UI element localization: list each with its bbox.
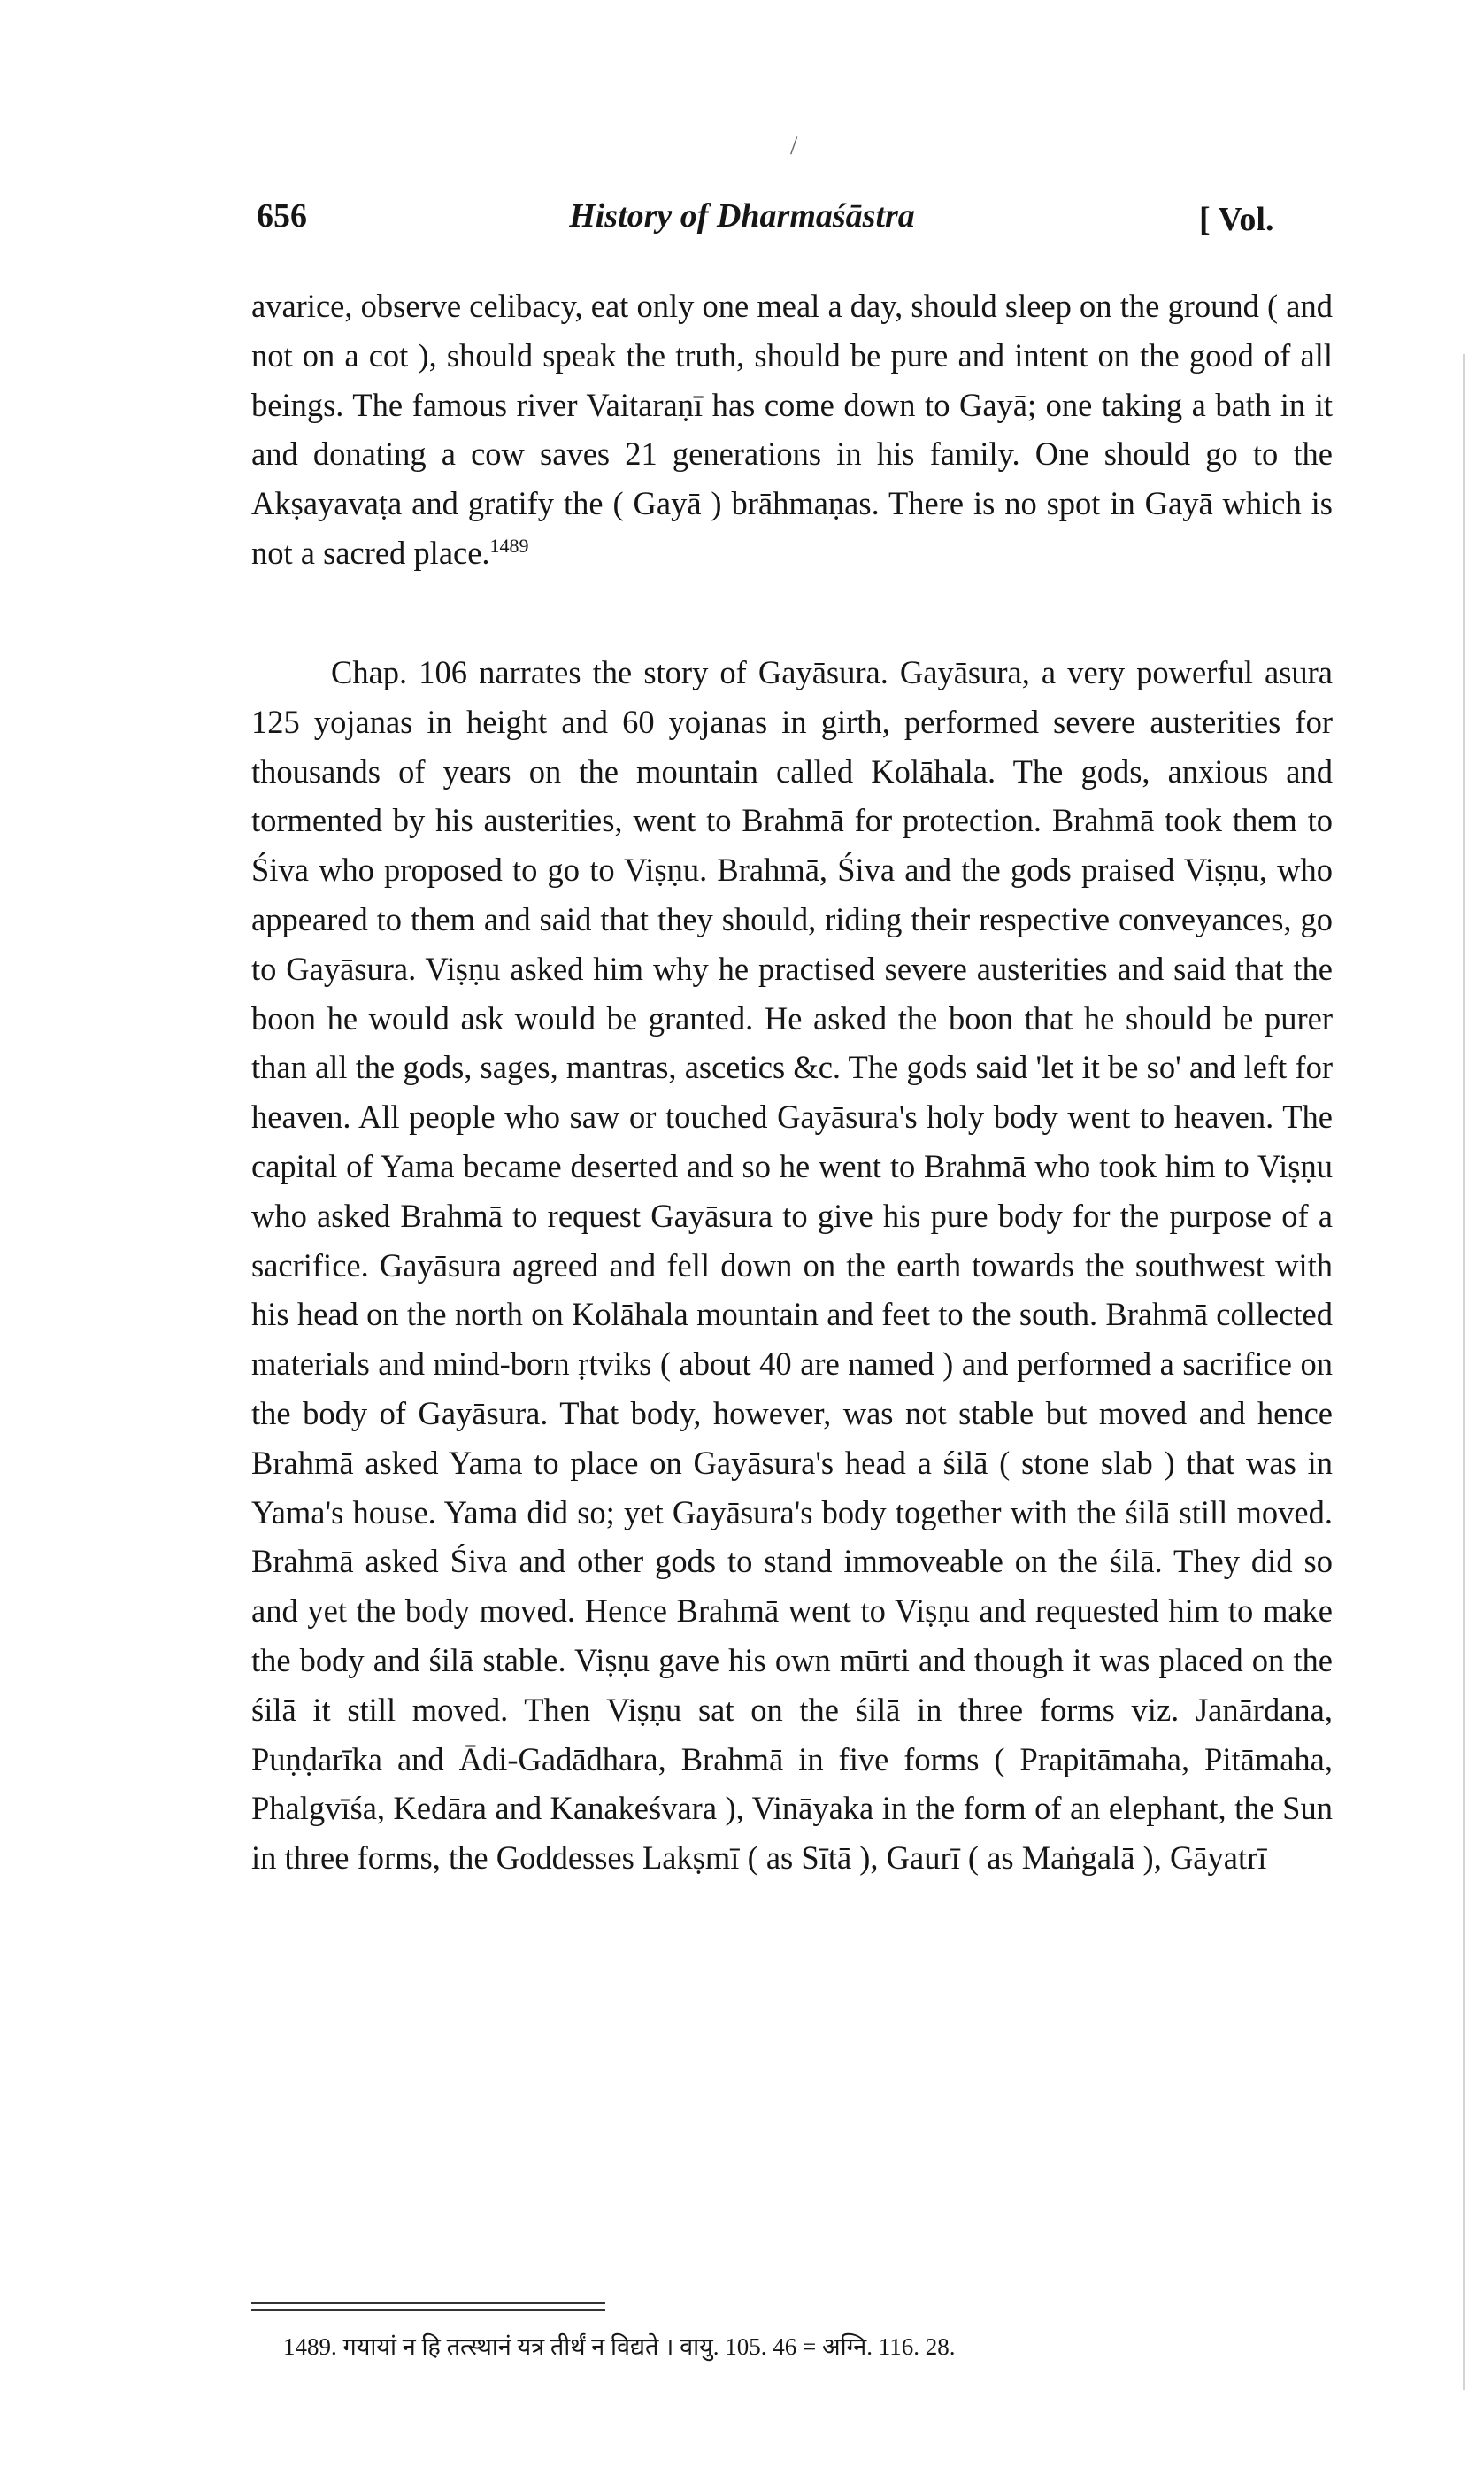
paragraph-text: avarice, observe celibacy, eat only one meal a day, should sleep on the ground ( and not on a cot ), should speak the truth, should be pure and intent on the good of all beings. The famous river Vaitaraṇī has come down to Gayā; one taking a bath in it and donating a cow saves 21 generations in his family. One should go to the Akṣayavaṭa and gratify the ( Gayā ) brāhmaṇas. There is no spot in Gayā which is not a sacred place. xyxy=(251,288,1333,571)
footnote-reference-source: वायु. 105. 46 = अग्नि. 116. 28. xyxy=(680,2333,956,2360)
footnote-reference[interactable]: 1489 xyxy=(489,534,529,557)
page-header xyxy=(0,197,1484,250)
footnote-number: 1489. xyxy=(283,2333,337,2360)
paragraph-text: Chap. 106 narrates the story of Gayāsura. Gayāsura, a very powerful asura 125 yojanas in height and 60 yojanas in girth, performed severe austerities for thousands of years on the mountain called Kolāhala. The gods, anxious and tormented by his austerities, went to Brahmā for protection. Brahmā took them to Śiva who proposed to go to Viṣṇu. Brahmā, Śiva and the gods praised Viṣṇu, who appeared to them and said that they should, riding their respective conveyances, go to Gayāsura. Viṣṇu asked him why he practised severe austerities and said that the boon he would ask would be granted. He asked the boon that he should be purer than all the gods, sages, mantras, ascetics &c. The gods said 'let it be so' and left for heaven. All people who saw or touched Gayāsura's holy body went to heaven. The capital of Yama became deserted and so he went to Brahmā who took him to Viṣṇu who asked Brahmā to request Gayāsura to give his pure body for the purpose of a sacrifice. Gayāsura agreed and fell down on the earth towards the southwest with his head on the north on Kolāhala mountain and feet to the south. Brahmā collected materials and mind-born ṛtviks ( about 40 are named ) and performed a sacrifice on the body of Gayāsura. That body, however, was not stable but moved and hence Brahmā asked Yama to place on Gayāsura's head a śilā ( stone slab ) that was in Yama's house. Yama did so; yet Gayāsura's body together with the śilā still moved. Brahmā asked Śiva and other gods to stand immoveable on the śilā. They did so and yet the body moved. Hence Brahmā went to Viṣṇu and requested him to make the body and śilā stable. Viṣṇu gave his own mūrti and though it was placed on the śilā it still moved. Then Viṣṇu sat on the śilā in three forms viz. Janārdana, Puṇḍarīka and Ādi-Gadādhara, Brahmā in five forms ( Prapitāmaha, Pitāmaha, Phalgvīśa, Kedāra and Kanakeśvara ), Vināyaka in the form of an elephant, the Sun in three forms, the Goddesses Lakṣmī ( as Sītā ), Gaurī ( as Maṅgalā ), Gāyatrī xyxy=(251,654,1333,1877)
running-title: History of Dharmaśāstra xyxy=(569,197,915,235)
footnote-separator xyxy=(251,2302,605,2304)
scan-edge-line xyxy=(1463,354,1465,2390)
body-paragraph-1 xyxy=(251,281,1333,578)
volume-label: [ Vol. xyxy=(1199,201,1274,238)
body-paragraph-2 xyxy=(251,648,1333,1883)
footnote-separator xyxy=(251,2309,605,2311)
scan-mark: / xyxy=(790,131,798,160)
footnote-sanskrit: गयायां न हि तत्स्थानं यत्र तीर्थं न विद्यते । xyxy=(342,2333,674,2360)
footnote xyxy=(283,2329,1336,2362)
page-number: 656 xyxy=(257,197,307,235)
